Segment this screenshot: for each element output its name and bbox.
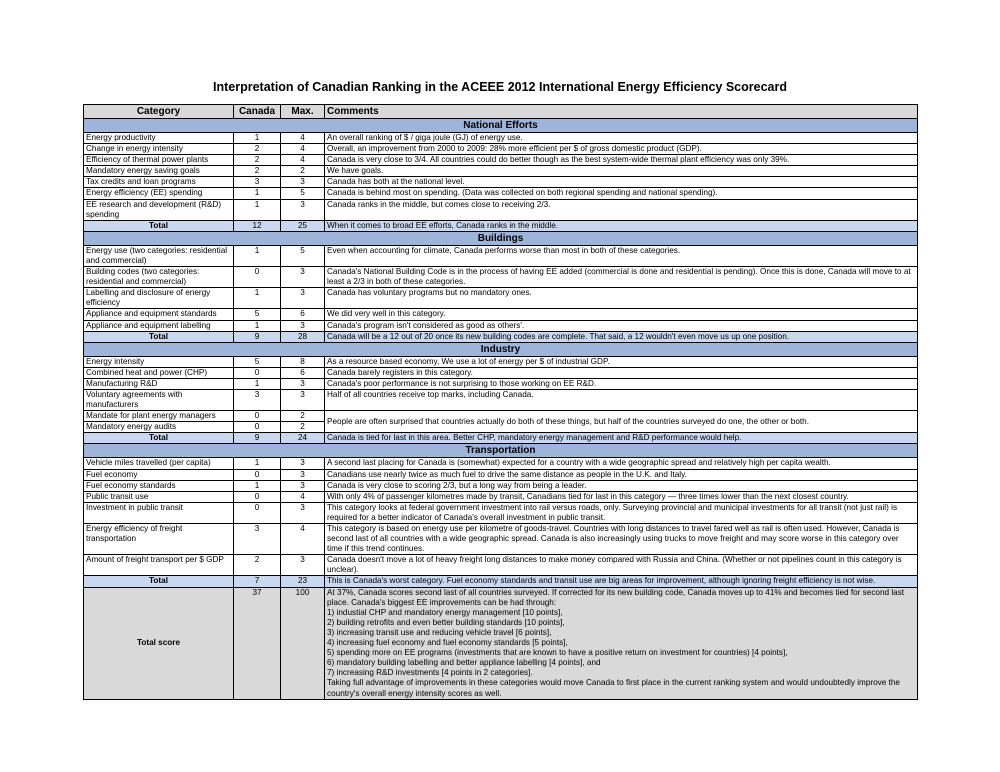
table-row	[84, 469, 918, 480]
grand-total-comment-line: 1) industial CHP and mandatory energy management [10 points],	[327, 607, 563, 617]
canada-score-cell: 0	[234, 491, 281, 502]
table-row	[84, 356, 918, 367]
canada-score-cell: 0	[234, 502, 281, 523]
category-cell: Efficiency of thermal power plants	[84, 155, 234, 166]
comment-cell: Even when accounting for climate, Canada performs worse than most in both of these categories.	[325, 245, 918, 266]
canada-score-cell: 3	[234, 389, 281, 410]
total-row	[84, 220, 918, 231]
section-header-row	[84, 444, 918, 458]
category-cell: Energy intensity	[84, 356, 234, 367]
comment-cell: Canada's program isn't considered as good as others'.	[325, 320, 918, 331]
comment-cell: Canada doesn't move a lot of heavy freight long distances to make money compared with Russia and China. (Whether or not pipelines count in this category is unclear).	[325, 555, 918, 576]
header-comments: Comments	[325, 105, 918, 119]
category-cell: Tax credits and loan programs	[84, 177, 234, 188]
table-row	[84, 411, 918, 422]
comment-cell: Canada is behind most on spending. (Data was collected on both regional spending and national spending).	[325, 188, 918, 199]
comment-cell: Canada has both at the national level.	[325, 177, 918, 188]
grand-total-max: 100	[281, 587, 325, 699]
max-score-cell: 6	[281, 367, 325, 378]
category-cell: Energy efficiency of freight transportation	[84, 524, 234, 555]
grand-total-canada: 37	[234, 587, 281, 699]
max-score-cell: 4	[281, 524, 325, 555]
grand-total-comment-line: 6) mandatory building labelling and better appliance labelling [4 points], and	[327, 658, 601, 668]
grand-total-comment-line: 2) building retrofits and even better building standards [10 points],	[327, 617, 565, 627]
canada-score-cell: 0	[234, 422, 281, 433]
header-canada: Canada	[234, 105, 281, 119]
category-cell: Vehicle miles travelled (per capita)	[84, 458, 234, 469]
canada-score-cell: 3	[234, 177, 281, 188]
table-row	[84, 480, 918, 491]
table-row	[84, 367, 918, 378]
section-national-efforts	[84, 119, 918, 232]
table-row	[84, 309, 918, 320]
max-score-cell: 5	[281, 245, 325, 266]
category-cell: Appliance and equipment standards	[84, 309, 234, 320]
comment-cell: Canada ranks in the middle, but comes close to receiving 2/3.	[325, 199, 918, 220]
max-score-cell: 4	[281, 133, 325, 144]
comment-cell: Canada is very close to 3/4. All countries could do better though as the best system-wide thermal plant efficiency was only 39%.	[325, 155, 918, 166]
table-row	[84, 133, 918, 144]
document-title: Interpretation of Canadian Ranking in the ACEEE 2012 International Energy Efficiency Scorecard	[213, 80, 787, 94]
total-comment: When it comes to broad EE efforts, Canada ranks in the middle.	[325, 220, 918, 231]
max-score-cell: 3	[281, 555, 325, 576]
header-row	[84, 105, 918, 119]
category-cell: Mandatory energy audits	[84, 422, 234, 433]
canada-score-cell: 1	[234, 133, 281, 144]
grand-total-row	[84, 587, 918, 699]
total-canada: 12	[234, 220, 281, 231]
category-cell: Change in energy intensity	[84, 144, 234, 155]
total-label: Total	[84, 331, 234, 342]
comment-cell: We did very well in this category.	[325, 309, 918, 320]
total-label: Total	[84, 220, 234, 231]
canada-score-cell: 1	[234, 320, 281, 331]
grand-total-comment-line: Taking full advantage of improvements in these categories would move Canada to first place in the current ranking system and would undoubtedly improve the country's overall energy intensity scores as well.	[327, 678, 900, 698]
max-score-cell: 4	[281, 491, 325, 502]
table-row	[84, 288, 918, 309]
comment-cell: Canada's National Building Code is in the process of having EE added (commercial is done and residential is pending). Once this is done, Canada will move to at least a 2/3 in both of these categories.	[325, 267, 918, 288]
total-label: Total	[84, 576, 234, 587]
category-cell: Voluntary agreements with manufacturers	[84, 389, 234, 410]
total-max: 24	[281, 433, 325, 444]
max-score-cell: 2	[281, 166, 325, 177]
table-row	[84, 166, 918, 177]
table-row	[84, 245, 918, 266]
max-score-cell: 3	[281, 502, 325, 523]
total-row	[84, 331, 918, 342]
max-score-cell: 3	[281, 469, 325, 480]
category-cell: Amount of freight transport per $ GDP	[84, 555, 234, 576]
canada-score-cell: 1	[234, 458, 281, 469]
canada-score-cell: 1	[234, 480, 281, 491]
total-comment: Canada will be a 12 out of 20 once its new building codes are complete. That said, a 12 wouldn't even move us up one position.	[325, 331, 918, 342]
grand-total-comment-line: 3) increasing transit use and reducing vehicle travel [6 points],	[327, 627, 552, 637]
max-score-cell: 8	[281, 356, 325, 367]
canada-score-cell: 3	[234, 524, 281, 555]
category-cell: Combined heat and power (CHP)	[84, 367, 234, 378]
total-canada: 9	[234, 331, 281, 342]
total-canada: 7	[234, 576, 281, 587]
comment-cell: We have goals.	[325, 166, 918, 177]
table-row	[84, 555, 918, 576]
total-canada: 9	[234, 433, 281, 444]
table-row	[84, 378, 918, 389]
canada-score-cell: 1	[234, 188, 281, 199]
table-row	[84, 458, 918, 469]
table-row	[84, 267, 918, 288]
comment-cell: Half of all countries receive top marks, including Canada.	[325, 389, 918, 410]
category-cell: Energy efficiency (EE) spending	[84, 188, 234, 199]
category-cell: Manufacturing R&D	[84, 378, 234, 389]
category-cell: Labelling and disclosure of energy efficiency	[84, 288, 234, 309]
header-max: Max.	[281, 105, 325, 119]
comment-cell: A second last placing for Canada is (somewhat) expected for a country with a wide geographic spread and relatively high per capita wealth.	[325, 458, 918, 469]
table-row	[84, 502, 918, 523]
section-title: National Efforts	[84, 119, 918, 133]
total-label: Total	[84, 433, 234, 444]
comment-cell: This category is based on energy use per kilometre of goods-travel. Countries with long distances to travel fared well as rail is often used. However, Canada is second last of all countries with a wide geographic spread. Canada is also increasingly using trucks to move freight and may score worse in this category over time if this trend continues.	[325, 524, 918, 555]
grand-total-label: Total score	[84, 587, 234, 699]
total-row	[84, 433, 918, 444]
grand-total-comment-line: 7) increasing R&D investments [4 points in 2 categories].	[327, 668, 533, 678]
grand-total-comment	[325, 587, 918, 699]
canada-score-cell: 5	[234, 356, 281, 367]
canada-score-cell: 2	[234, 155, 281, 166]
category-cell: Fuel economy	[84, 469, 234, 480]
category-cell: Public transit use	[84, 491, 234, 502]
max-score-cell: 4	[281, 144, 325, 155]
max-score-cell: 5	[281, 188, 325, 199]
table-row	[84, 199, 918, 220]
industry-shared-comment-rows	[84, 411, 918, 444]
max-score-cell: 3	[281, 458, 325, 469]
table-row	[84, 144, 918, 155]
table-row	[84, 177, 918, 188]
section-header-row	[84, 119, 918, 133]
max-score-cell: 3	[281, 267, 325, 288]
comment-cell: People are often surprised that countries actually do both of these things, but half of the countries surveyed do one, the other or both.	[325, 411, 918, 433]
canada-score-cell: 0	[234, 367, 281, 378]
canada-score-cell: 2	[234, 144, 281, 155]
total-comment: Canada is tied for last in this area. Better CHP, mandatory energy management and R&D performance would help.	[325, 433, 918, 444]
total-comment: This is Canada's worst category. Fuel economy standards and transit use are big areas for improvement, although ignoring freight efficiency is not wise.	[325, 576, 918, 587]
max-score-cell: 4	[281, 155, 325, 166]
total-max: 23	[281, 576, 325, 587]
total-max: 28	[281, 331, 325, 342]
comment-cell: Canada's poor performance is not surprising to those working on EE R&D.	[325, 378, 918, 389]
comment-cell: With only 4% of passenger kilometres made by transit, Canadians tied for last in this category — three times lower than the next closest country.	[325, 491, 918, 502]
canada-score-cell: 0	[234, 267, 281, 288]
comment-cell: Canadians use nearly twice as much fuel to drive the same distance as people in the U.K. and Italy.	[325, 469, 918, 480]
section-header-row	[84, 231, 918, 245]
section-title: Transportation	[84, 444, 918, 458]
grand-total-comment-line: 5) spending more on EE programs (investments that are known to have a positive return on investment for countries) [4 points],	[327, 648, 788, 658]
max-score-cell: 6	[281, 309, 325, 320]
max-score-cell: 3	[281, 177, 325, 188]
comment-cell: As a resource based economy, We use a lot of energy per $ of industrial GDP.	[325, 356, 918, 367]
total-max: 25	[281, 220, 325, 231]
canada-score-cell: 1	[234, 378, 281, 389]
comment-cell: Overall, an improvement from 2000 to 2009: 28% more efficient per $ of gross domestic product (GDP).	[325, 144, 918, 155]
canada-score-cell: 0	[234, 469, 281, 480]
max-score-cell: 3	[281, 480, 325, 491]
category-cell: Appliance and equipment labelling	[84, 320, 234, 331]
total-row	[84, 576, 918, 587]
table-row	[84, 155, 918, 166]
section-transportation	[84, 444, 918, 587]
canada-score-cell: 1	[234, 288, 281, 309]
comment-cell: Canada has voluntary programs but no mandatory ones.	[325, 288, 918, 309]
category-cell: Fuel economy standards	[84, 480, 234, 491]
category-cell: Mandate for plant energy managers	[84, 411, 234, 422]
category-cell: Energy productivity	[84, 133, 234, 144]
section-header-row	[84, 342, 918, 356]
table-row	[84, 524, 918, 555]
comment-cell: Canada is very close to scoring 2/3, but a long way from being a leader.	[325, 480, 918, 491]
scorecard-table	[83, 104, 918, 700]
comment-cell: An overall ranking of $ / giga joule (GJ) of energy use.	[325, 133, 918, 144]
max-score-cell: 2	[281, 411, 325, 422]
canada-score-cell: 2	[234, 166, 281, 177]
category-cell: Investment in public transit	[84, 502, 234, 523]
section-industry	[84, 342, 918, 410]
comment-cell: Canada barely registers in this category.	[325, 367, 918, 378]
table-row	[84, 320, 918, 331]
comment-cell: This category looks at federal government investment into rail versus roads, only. Surveying provincial and municipal investments for all transit (not just rail) is required for a better indicator of Canada's overall investment in public transit.	[325, 502, 918, 523]
canada-score-cell: 1	[234, 199, 281, 220]
category-cell: Energy use (two categories: residential and commercial)	[84, 245, 234, 266]
category-cell: Mandatory energy saving goals	[84, 166, 234, 177]
grand-total-comment-line: At 37%, Canada scores second last of all countries surveyed. If corrected for its new building code, Canada moves up to 41% and becomes tied for second last place. Canada's biggest EE improvements can be had through:	[327, 587, 905, 607]
canada-score-cell: 1	[234, 245, 281, 266]
section-title: Industry	[84, 342, 918, 356]
max-score-cell: 2	[281, 422, 325, 433]
max-score-cell: 3	[281, 288, 325, 309]
table-row	[84, 389, 918, 410]
section-title: Buildings	[84, 231, 918, 245]
header-category: Category	[84, 105, 234, 119]
canada-score-cell: 5	[234, 309, 281, 320]
max-score-cell: 3	[281, 199, 325, 220]
max-score-cell: 3	[281, 320, 325, 331]
grand-total-comment-line: 4) increasing fuel economy and fuel economy standards [5 points],	[327, 638, 568, 648]
grand-total-section	[84, 587, 918, 699]
table-row	[84, 188, 918, 199]
category-cell: Building codes (two categories: residential and commercial)	[84, 267, 234, 288]
table-row	[84, 491, 918, 502]
canada-score-cell: 2	[234, 555, 281, 576]
section-buildings	[84, 231, 918, 342]
category-cell: EE research and development (R&D) spending	[84, 199, 234, 220]
canada-score-cell: 0	[234, 411, 281, 422]
max-score-cell: 3	[281, 389, 325, 410]
max-score-cell: 3	[281, 378, 325, 389]
